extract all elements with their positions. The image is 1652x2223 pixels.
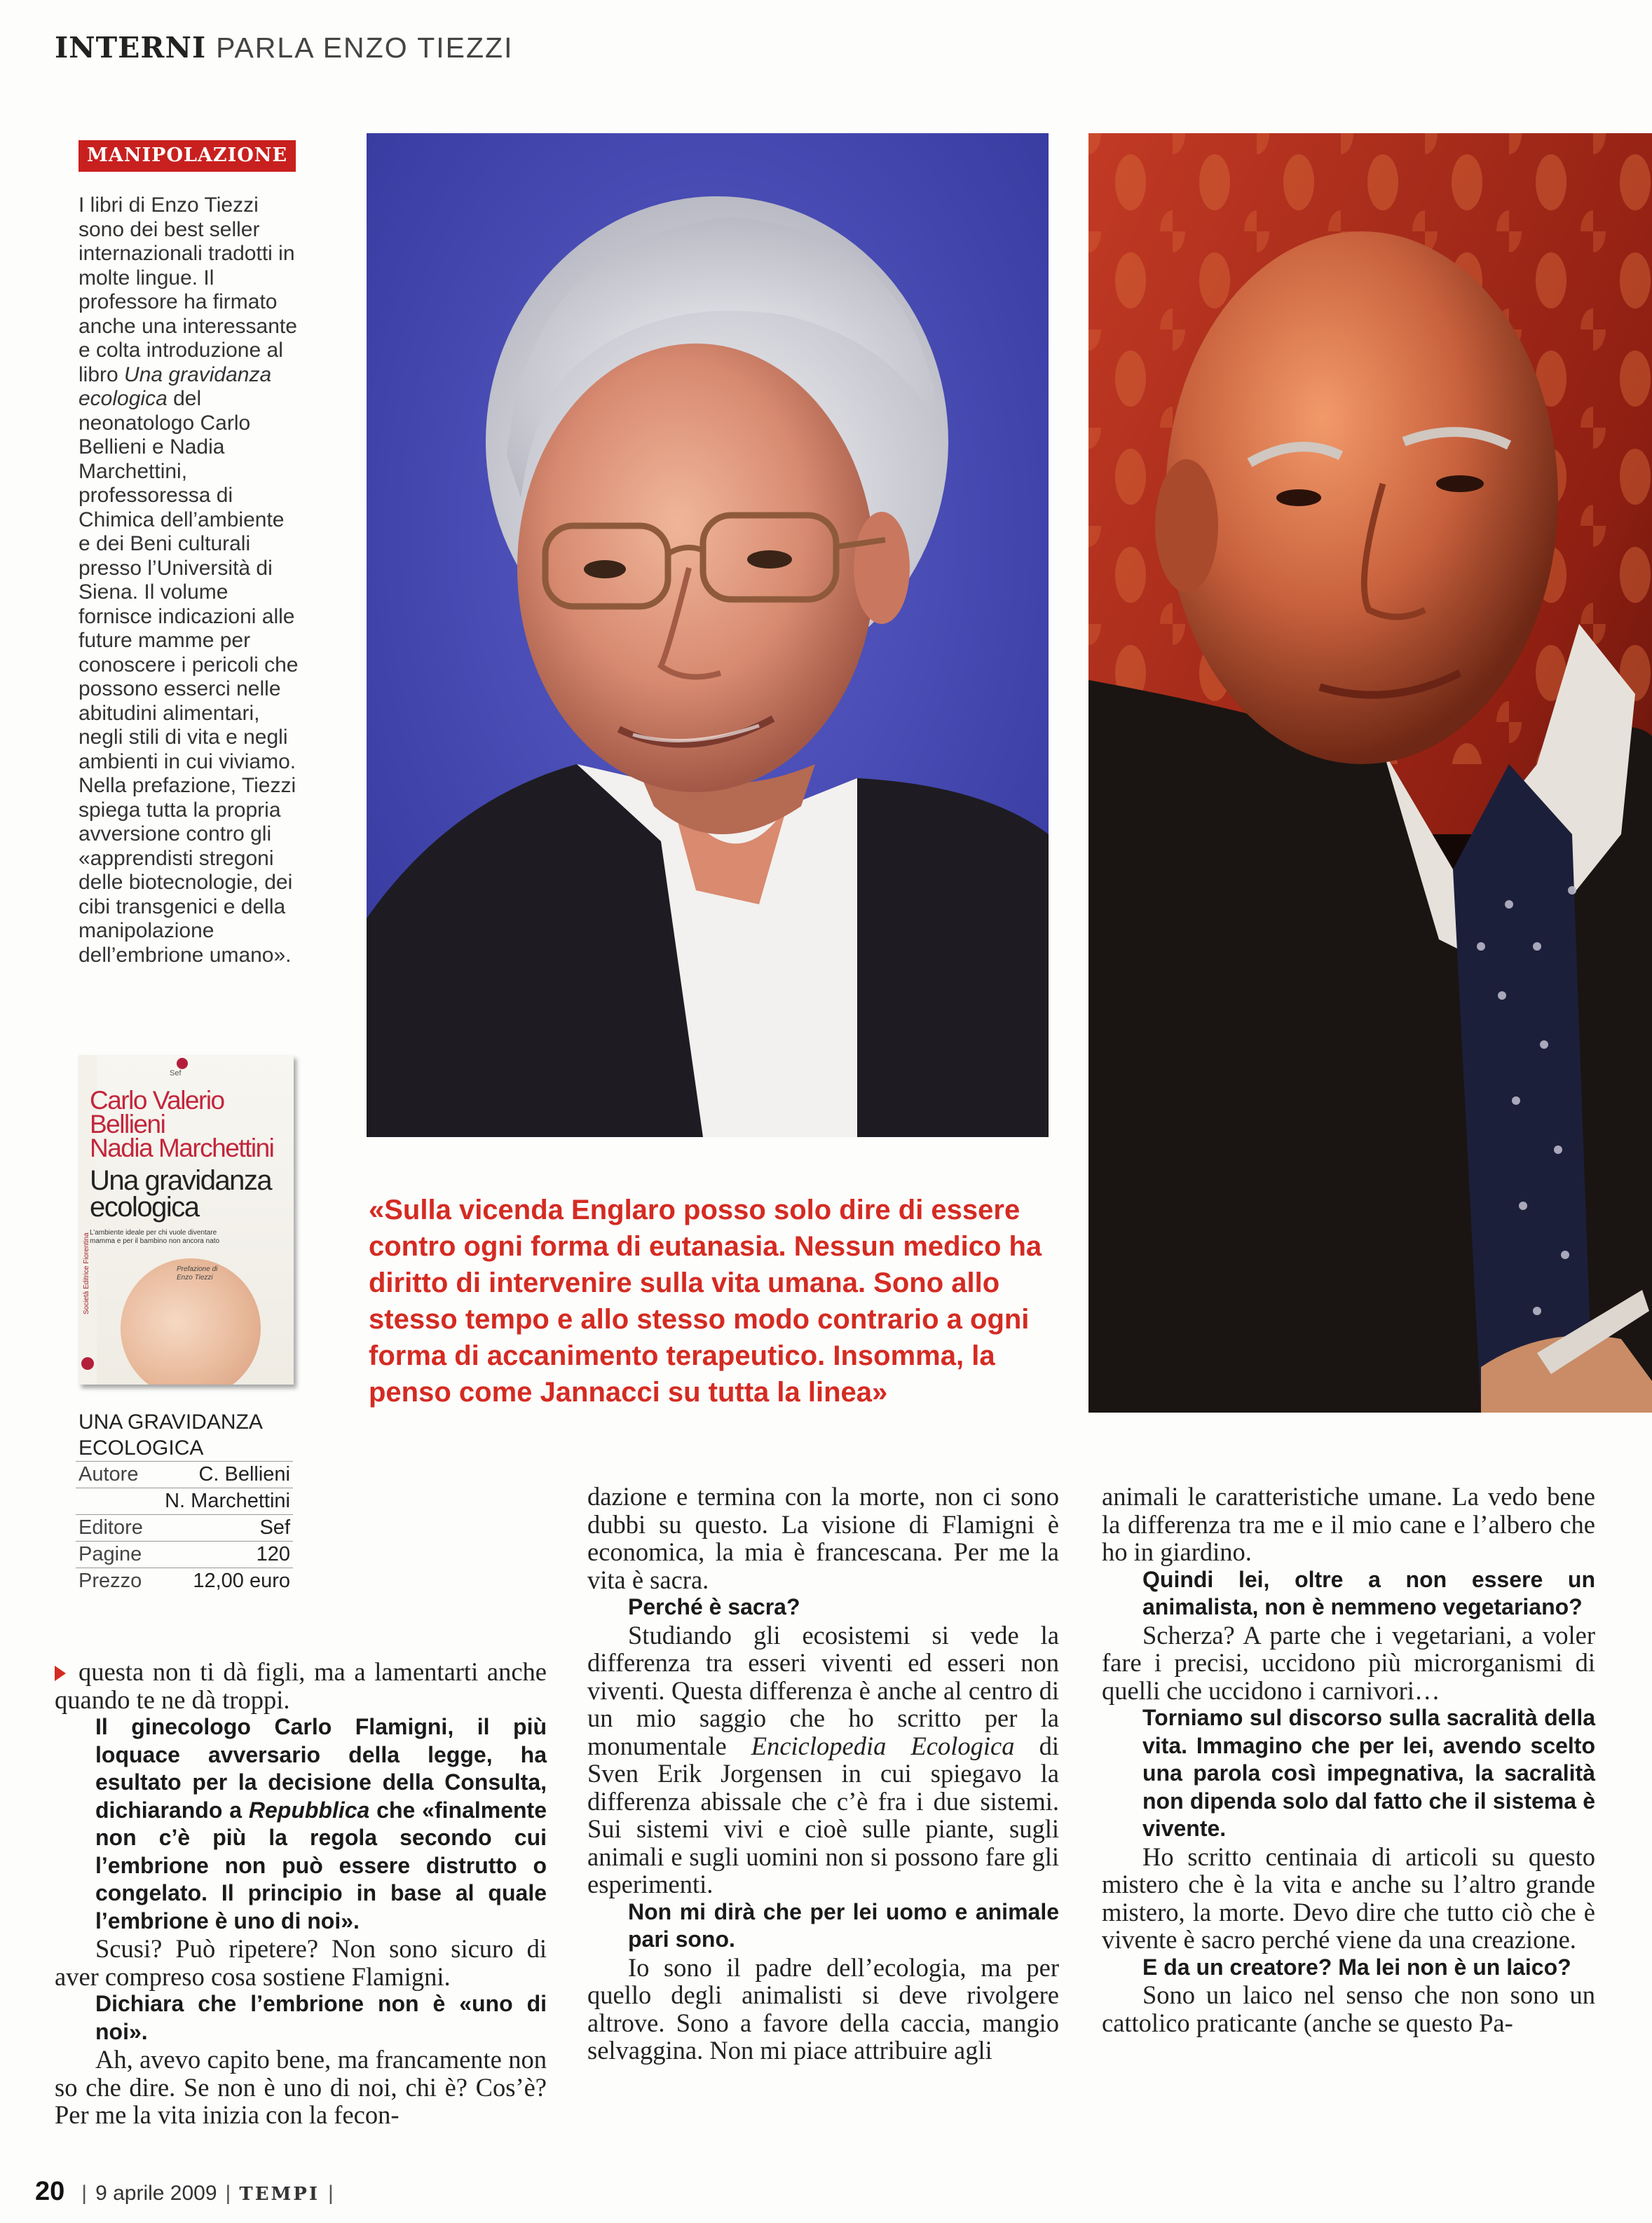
book-author-line: Nadia Marchettini <box>90 1134 274 1162</box>
preface-line: Enzo Tiezzi <box>177 1274 213 1282</box>
interview-question: Torniamo sul discorso sulla sacralità della vita. Immagino che per lei, avendo scelto una parola così impegnativa, la sacralità non dipenda solo dal fatto che il sistema è vivente. <box>1142 1705 1595 1841</box>
interview-question: Perché è sacra? <box>628 1594 800 1619</box>
footer-divider: | <box>81 2182 88 2205</box>
footer-divider: | <box>328 2182 334 2205</box>
interview-answer: Ah, avevo capito bene, ma francamente non so che dire. Se non è uno di noi, chi è? Cos’è? Per me la vita inizia con la fecon- <box>55 2045 547 2129</box>
publisher-logo-text: Sef <box>170 1069 182 1077</box>
portrait-tiezzi-svg <box>367 133 1049 1137</box>
info-value: 12,00 euro <box>151 1568 293 1595</box>
question-text: che «finalmente non c’è più la regola secondo cui l’embrione non può essere distrutto o congelato. Il principio in base al quale l’embrione è uno di noi». <box>95 1797 547 1933</box>
continuation-triangle-icon <box>55 1666 66 1681</box>
interview-answer: Scusi? Può ripetere? Non sono sicuro di aver compreso cosa sostiene Flamigni. <box>55 1934 547 1991</box>
interview-answer: Scherza? A parte che i vegetariani, a voler fare i precisi, uccidono più microrganismi di quelli che uccidono i carnivori… <box>1102 1620 1595 1705</box>
table-row <box>76 1488 293 1515</box>
page-header <box>55 31 514 64</box>
interview-answer: Io sono il padre dell’ecologia, ma per quello degli animalisti si deve rivolgere altrove. Sono a favore della caccia, mangio selvaggina. Non mi piace attribuire agli <box>587 1952 1059 2065</box>
book-spine-text: Società Editrice Fiorentina <box>83 1232 90 1314</box>
info-label: Autore <box>76 1462 151 1488</box>
paragraph-text: questa non ti dà figli, ma a lamentarti anche quando te ne dà troppi. <box>55 1657 547 1714</box>
article-paragraph: animali le caratteristiche umane. La vedo bene la differenza tra me e il mio cane e l’albero che ho in giardino. <box>1102 1482 1595 1566</box>
book-cover-preface <box>177 1265 217 1282</box>
interview-question: Non mi dirà che per lei uomo e animale pari sono. <box>628 1898 1059 1952</box>
book-author-line: Bellieni <box>90 1110 165 1138</box>
info-label: Editore <box>76 1515 151 1542</box>
answer-text: Studiando gli ecosistemi si vede la differenza tra esseri viventi ed esseri non viventi. Questa differenza è anche al centro di un mio saggio che ho scritto per la monumentale <box>587 1620 1059 1760</box>
interview-answer <box>587 1622 1059 1898</box>
portrait-photo-tiezzi <box>367 133 1049 1137</box>
interview-question: Dichiara che l’embrione non è «uno di noi». <box>95 1991 547 2044</box>
table-row <box>76 1462 293 1488</box>
preface-line: Prefazione di <box>177 1265 218 1273</box>
book-cover-subtitle: L’ambiente ideale per chi vuole diventare mamma e per il bambino non ancora nato <box>90 1229 220 1245</box>
publisher-logo-icon <box>177 1058 188 1069</box>
info-label <box>76 1488 151 1515</box>
info-value: 120 <box>151 1542 293 1568</box>
portrait-veronesi-svg <box>1088 133 1652 1413</box>
interview-question: Quindi lei, oltre a non essere un animalista, non è nemmeno vegetariano? <box>1142 1566 1595 1619</box>
info-label: Prezzo <box>76 1568 151 1595</box>
book-info-title <box>78 1409 263 1461</box>
sidebar-text-italic: Una gravidanza ecologica <box>78 362 272 410</box>
interview-answer: Sono un laico nel senso che non sono un cattolico praticante (anche se questo Pa- <box>1102 1980 1595 2037</box>
book-title-line: ecologica <box>90 1192 199 1223</box>
interview-answer: Ho scritto centinaia di articoli su questo mistero che è la vita e anche su l’altro grande mistero, la morte. Devo dire che tutto ciò che è vivente è sacro perché viene da una creazione. <box>1102 1842 1595 1954</box>
book-info-title-line: UNA GRAVIDANZA <box>78 1410 263 1434</box>
article-paragraph: dazione e termina con la morte, non ci sono dubbi su questo. La visione di Flamigni è economica, la mia è francescana. Per me la vita è sacra. <box>587 1482 1059 1594</box>
info-value: C. Bellieni <box>151 1462 293 1488</box>
book-cover-authors <box>90 1086 274 1162</box>
page-footer <box>35 2177 342 2207</box>
sidebar-tag: MANIPOLAZIONE <box>78 140 296 172</box>
section-label: INTERNI <box>55 31 207 64</box>
question-text-italic: Repubblica <box>248 1797 370 1823</box>
article-paragraph <box>55 1658 547 1713</box>
magazine-name: TEMPI <box>239 2184 320 2205</box>
table-row <box>76 1568 293 1595</box>
question-text: Il ginecologo Carlo Flamigni, il più loquace avversario della legge, ha esultato per la decisione della Consulta, dichiarando a <box>95 1714 547 1823</box>
article-column-3 <box>1102 1483 1595 2037</box>
answer-text-italic: Enciclopedia Ecologica <box>751 1731 1015 1760</box>
table-row <box>76 1542 293 1568</box>
book-info-table <box>76 1461 293 1594</box>
answer-text: di Sven Erik Jorgensen in cui spiegavo la differenza abissale che c’è fra i due sistemi. Sui sistemi vivi e cioè sulle piante, sugli animali e sugli uomini non si possono fare gli esperimenti. <box>587 1731 1059 1898</box>
sidebar-text-part1: I libri di Enzo Tiezzi sono dei best seller internazionali tradotti in molte lingue. Il professore ha firmato anche una interessante e colta introduzione al libro <box>78 193 297 386</box>
interview-question: E da un creatore? Ma lei non è un laico? <box>1142 1954 1571 1980</box>
sidebar-text <box>78 193 299 967</box>
book-author-line: Carlo Valerio <box>90 1086 224 1115</box>
sidebar-text-part2: del neonatologo Carlo Bellieni e Nadia Marchettini, professoressa di Chimica dell’ambiente e dei Beni culturali presso l’Università di Siena. Il volume fornisce indicazioni alle future mamme per conoscere i pericoli che possono esserci nelle abitudini alimentari, negli stili di vita e negli ambienti in cui viviamo. Nella prefazione, Tiezzi spiega tutta la propria avversione contro gli «apprendisti stregoni delle biotecnologie, dei cibi transgenici e della manipolazione dell’embrione umano». <box>78 387 299 967</box>
article-column-1 <box>55 1658 547 2129</box>
footer-divider: | <box>225 2182 231 2205</box>
book-info-title-line: ECOLOGICA <box>78 1436 204 1460</box>
table-row <box>76 1515 293 1542</box>
article-column-2 <box>587 1483 1059 2065</box>
section-subtitle: PARLA ENZO TIEZZI <box>216 32 514 64</box>
book-cover-title <box>90 1167 271 1221</box>
book-cover-image <box>78 1055 294 1385</box>
issue-date: 9 aprile 2009 <box>95 2182 217 2205</box>
page-number: 20 <box>35 2177 65 2206</box>
pull-quote: «Sulla vicenda Englaro posso solo dire di essere contro ogni forma di eutanasia. Nessun medico ha diritto di intervenire sulla vita umana. Sono allo stesso tempo e allo stesso modo contrario a ogni forma di accanimento terapeutico. Insomma, la penso come Jannacci su tutta la linea» <box>369 1195 1042 1408</box>
interview-question <box>55 1713 547 1935</box>
book-title-line: Una gravidanza <box>90 1165 272 1196</box>
info-label: Pagine <box>76 1542 151 1568</box>
portrait-photo-veronesi <box>1088 133 1652 1413</box>
info-value: N. Marchettini <box>151 1488 293 1515</box>
info-value: Sef <box>151 1515 293 1542</box>
